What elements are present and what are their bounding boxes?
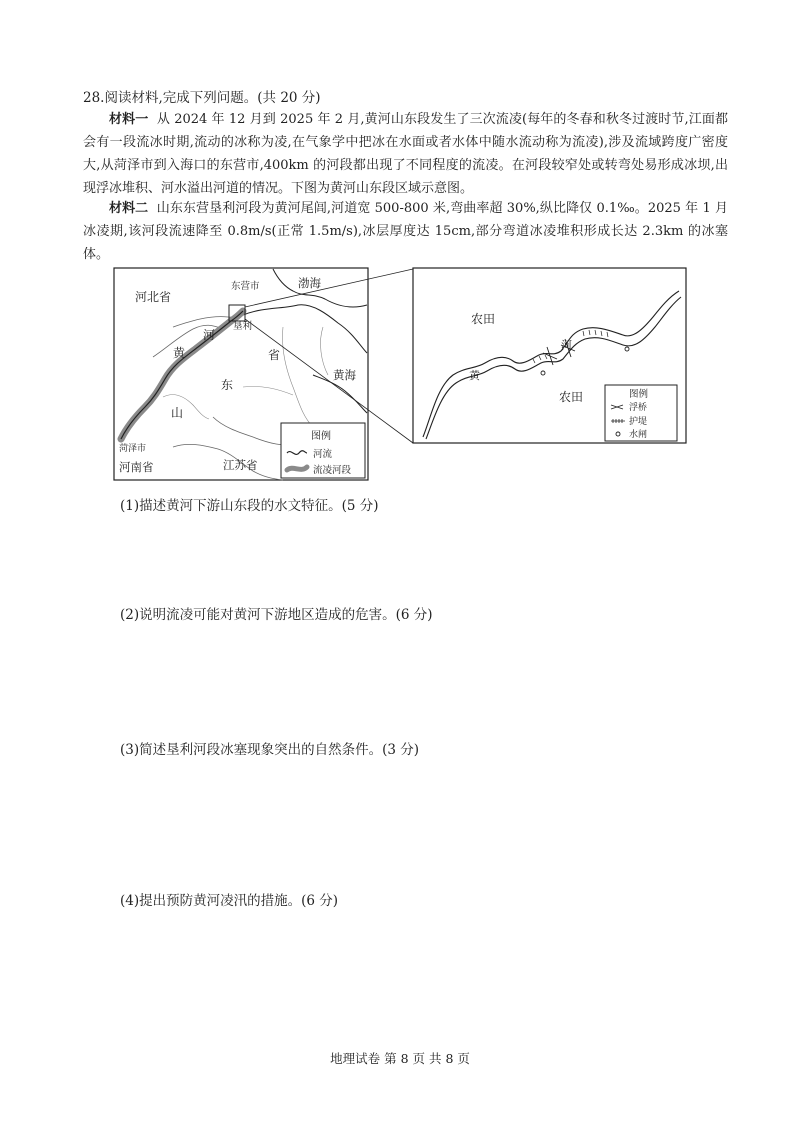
question-title: 28.阅读材料,完成下列问题。(共 20 分): [83, 90, 321, 106]
label-shan: 山: [171, 406, 184, 420]
label-henan: 河南省: [119, 460, 154, 474]
label-hebei: 河北省: [135, 290, 172, 304]
sub-question-1: (1)描述黄河下游山东段的水文特征。(5 分): [120, 498, 379, 514]
material-1-label: 材料一: [109, 112, 149, 127]
label-dongying: 东营市: [231, 281, 260, 292]
label-jiangsu: 江苏省: [223, 458, 258, 472]
left-legend-ice: 流凌河段: [313, 465, 352, 476]
label-kenli: 垦利: [233, 321, 253, 332]
sub-question-4: (4)提出预防黄河凌汛的措施。(6 分): [120, 893, 339, 909]
material-1-paragraph: [83, 108, 728, 200]
label-farmland-bottom: 农田: [559, 390, 584, 404]
right-legend-dike: 护堤: [629, 417, 648, 427]
legend-ice-icon: [287, 467, 307, 470]
material-1-text: 从 2024 年 12 月到 2025 年 2 月,黄河山东段发生了三次流凌(每年的冬春和秋冬过渡时节,江面都会有一段流冰时期,流动的冰称为凌,在气象学中把冰在水面或者水体中随水流动称为流凌),涉及流域跨度广密度大,从菏泽市到入海口的东营市,400km 的河段都出现了不同程度的流凌。在河段较窄处或转弯处易形成冰坝,出现浮冰堆积、河水溢出河道的情况。下图为黄河山东段区域示意图。: [83, 112, 728, 196]
page-footer: 地理试卷 第 8 页 共 8 页: [330, 1051, 470, 1066]
sub-question-3: (3)简述垦利河段冰塞现象突出的自然条件。(3 分): [120, 742, 420, 758]
label-river-huang: 黄: [173, 346, 186, 360]
shandong-yellow-river-map: [113, 267, 688, 484]
legend-gate-icon: [616, 432, 620, 436]
label-farmland-top: 农田: [471, 312, 496, 326]
material-2-paragraph: [83, 197, 728, 266]
label-heze: 菏泽市: [119, 444, 147, 454]
right-legend-bridge: 浮桥: [629, 403, 648, 413]
material-2-text: 山东东营垦利河段为黄河尾闾,河道宽 500-800 米,弯曲率超 30%,纵比降仅 0.1‰。2025 年 1 月冰凌期,该河段流速降至 0.8m/s(正常 1.5m/s),冰层厚度达 15cm,部分弯道冰凌堆积形成长达 2.3km 的冰塞体。: [83, 201, 728, 262]
label-huanghai: 黄海: [333, 368, 356, 382]
label-river-huang-right: 黄: [469, 369, 480, 382]
material-2-label: 材料二: [109, 201, 149, 216]
label-river-he-right: 河: [561, 339, 572, 352]
right-legend-gate: 水闸: [629, 430, 648, 440]
left-legend-title: 图例: [311, 431, 331, 442]
label-dong: 东: [221, 378, 234, 392]
label-bohai: 渤海: [298, 276, 321, 290]
label-river-he: 河: [203, 328, 216, 342]
water-gate-2: [625, 347, 629, 351]
label-sheng: 省: [268, 348, 281, 362]
water-gate-1: [541, 371, 545, 375]
right-legend-title: 图例: [629, 389, 649, 400]
sub-question-2: (2)说明流凌可能对黄河下游地区造成的危害。(6 分): [120, 607, 433, 623]
left-legend-river: 河流: [313, 449, 333, 460]
